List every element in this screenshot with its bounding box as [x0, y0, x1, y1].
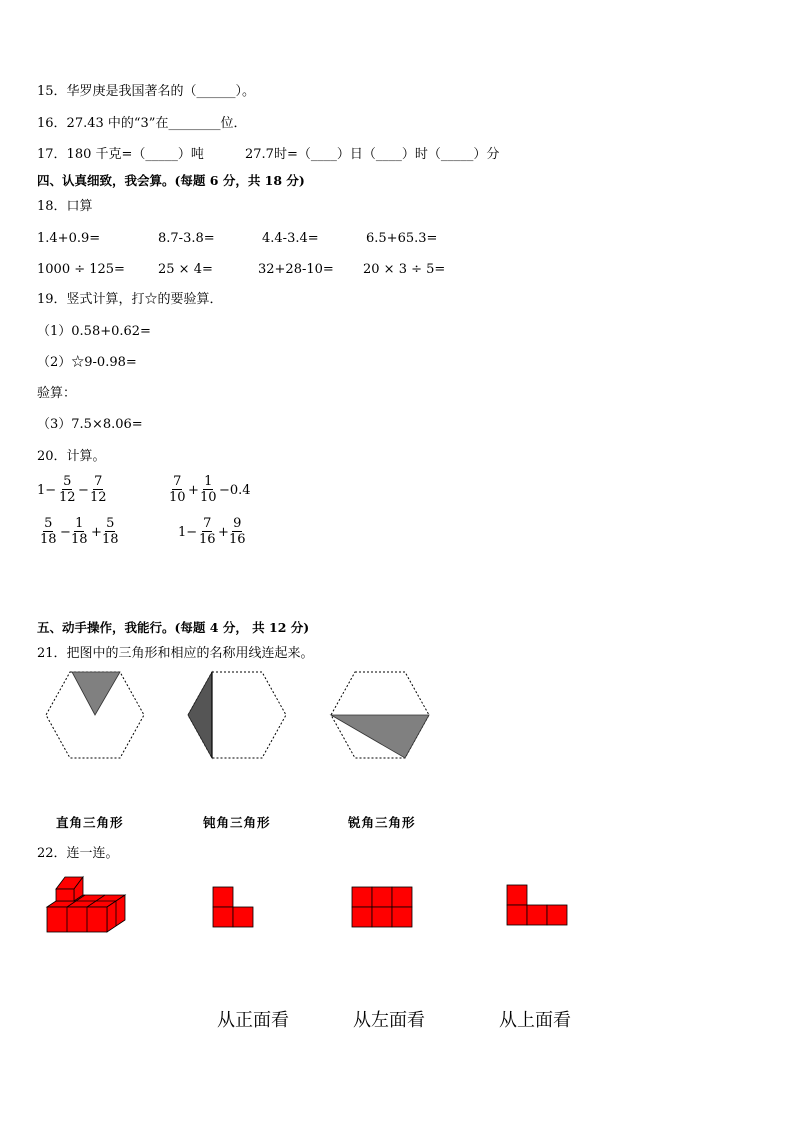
fraction: $\frac{5}{18}$ — [40, 516, 57, 547]
shaded-triangle — [188, 672, 212, 758]
question-21: 21．把图中的三角形和相应的名称用线连起来。 — [37, 646, 314, 661]
expr4-lead: 1− — [178, 525, 198, 540]
oral-item: 25 × 4= — [158, 262, 213, 277]
fraction: $\frac{7}{16}$ — [199, 516, 216, 547]
question-19-2: （2）☆9-0.98= — [37, 355, 137, 370]
question-16: 16．27.43 中的“3”在________位． — [37, 116, 247, 131]
label-obtuse-triangle: 钝角三角形 — [203, 815, 271, 830]
operator: − — [60, 525, 71, 540]
label-front-view: 从正面看 — [217, 1010, 289, 1031]
label-top-view: 从上面看 — [499, 1010, 571, 1031]
operator: − — [78, 483, 89, 498]
oral-item: 20 × 3 ÷ 5= — [363, 262, 446, 277]
fraction: $\frac{9}{16}$ — [229, 516, 246, 547]
question-18: 18．口算 — [37, 199, 93, 214]
label-acute-triangle: 锐角三角形 — [348, 815, 416, 830]
question-15: 15．华罗庚是我国著名的（______）。 — [37, 84, 256, 99]
expr1-lead: 1− — [37, 483, 57, 498]
question-22: 22．连一连。 — [37, 846, 119, 861]
fraction: $\frac{5}{12}$ — [59, 474, 76, 505]
fraction: $\frac{5}{18}$ — [102, 516, 119, 547]
hexagon-figure-1 — [40, 668, 150, 763]
oral-item: 1000 ÷ 125= — [37, 262, 125, 277]
oral-item: 32+28-10= — [258, 262, 334, 277]
view-shape-3 — [506, 884, 570, 928]
section-5-heading: 五、动手操作，我能行。(每题 4 分， 共 12 分) — [37, 620, 310, 635]
operator: + — [218, 525, 229, 540]
hexagon-figure-3 — [325, 668, 435, 763]
oral-item: 8.7-3.8= — [158, 231, 215, 246]
expr2-tail: −0.4 — [219, 483, 251, 498]
fraction: $\frac{1}{18}$ — [71, 516, 88, 547]
question-17-part-a: 17．180 千克=（_____）吨 — [37, 147, 204, 162]
question-19: 19．竖式计算，打☆的要验算． — [37, 292, 223, 307]
section-4-heading: 四、认真细致，我会算。(每题 6 分，共 18 分) — [37, 173, 305, 188]
oral-item: 4.4-3.4= — [262, 231, 319, 246]
question-19-3: （3）7.5×8.06= — [37, 417, 143, 432]
view-shape-2 — [351, 886, 415, 930]
operator: + — [91, 525, 102, 540]
verify-label: 验算： — [37, 386, 77, 401]
fraction: $\frac{7}{10}$ — [169, 474, 186, 505]
oral-item: 1.4+0.9= — [37, 231, 101, 246]
question-17-part-b: 27.7时=（____）日（____）时（_____）分 — [245, 147, 500, 162]
question-20: 20．计算。 — [37, 449, 106, 464]
fraction: $\frac{7}{12}$ — [90, 474, 107, 505]
hexagon-figure-2 — [182, 668, 292, 763]
shaded-triangle — [72, 672, 120, 715]
fraction: $\frac{1}{10}$ — [200, 474, 217, 505]
question-19-1: （1）0.58+0.62= — [37, 324, 151, 339]
cube-stack-figure — [45, 875, 130, 937]
label-left-view: 从左面看 — [353, 1010, 425, 1031]
operator: + — [188, 483, 199, 498]
shaded-triangle — [331, 715, 429, 758]
view-shape-1 — [212, 886, 256, 930]
oral-item: 6.5+65.3= — [366, 231, 438, 246]
label-right-triangle: 直角三角形 — [56, 815, 124, 830]
